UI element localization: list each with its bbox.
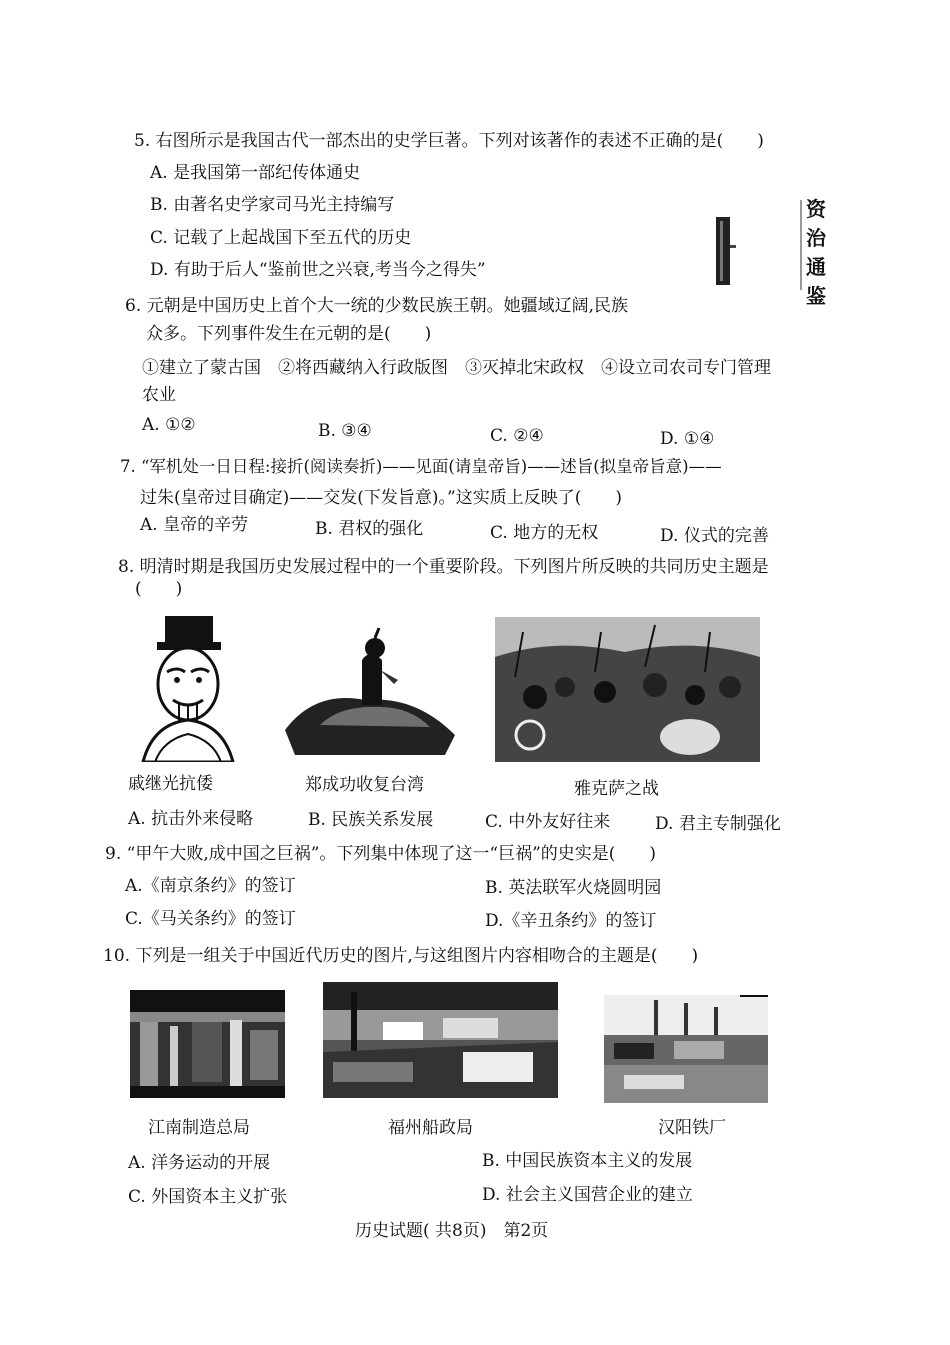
book-spine-image xyxy=(712,215,738,287)
q7-stem-line1: 7. “军机处一日日程:接折(阅读奏折)——见面(请皇帝旨)——述旨(拟皇帝旨意)—— xyxy=(120,457,722,476)
book-title-vertical: 资治通鉴 xyxy=(806,197,826,308)
q6-option-b: B. ③④ xyxy=(318,421,372,441)
q7-option-a: A. 皇帝的辛劳 xyxy=(140,515,249,535)
q10-option-d: D. 社会主义国营企业的建立 xyxy=(482,1185,693,1205)
q5-option-d: D. 有助于后人“鉴前世之兴衰,考当今之得失” xyxy=(150,260,486,280)
q6-events-line1: ①建立了蒙古国 ②将西藏纳入行政版图 ③灭掉北宋政权 ④设立司农司专门管理 xyxy=(142,358,771,378)
q5-option-b: B. 由著名史学家司马光主持编写 xyxy=(150,195,395,215)
q10-caption-2: 福州船政局 xyxy=(388,1118,473,1138)
jiangnan-arsenal-image xyxy=(130,990,285,1098)
q8-option-d: D. 君主专制强化 xyxy=(655,814,781,834)
book-title-border xyxy=(800,200,802,290)
q6-option-d: D. ①④ xyxy=(660,429,715,449)
q7-option-c: C. 地方的无权 xyxy=(490,523,599,543)
q10-caption-3: 汉阳铁厂 xyxy=(658,1118,726,1138)
q6-events-line2: 农业 xyxy=(142,385,176,405)
q10-option-a: A. 洋务运动的开展 xyxy=(128,1153,271,1173)
q10-stem: 10. 下列是一组关于中国近代历史的图片,与这组图片内容相吻合的主题是( ) xyxy=(103,946,699,966)
q6-stem-line2: 众多。下列事件发生在元朝的是( ) xyxy=(146,324,432,344)
q8-caption-1: 戚继光抗倭 xyxy=(128,774,213,794)
q9-stem: 9. “甲午大败,成中国之巨祸”。下列集中体现了这一“巨祸”的史实是( ) xyxy=(105,844,657,864)
q8-option-b: B. 民族关系发展 xyxy=(308,810,434,830)
q6-stem-line1: 6. 元朝是中国历史上首个大一统的少数民族王朝。她疆域辽阔,民族 xyxy=(125,296,629,316)
yakesa-battle-image xyxy=(495,617,760,762)
q5-option-a: A. 是我国第一部纪传体通史 xyxy=(150,163,361,183)
image-corner-mark xyxy=(740,995,768,997)
qi-jiguang-portrait-image xyxy=(135,612,240,762)
zheng-chenggong-statue-image xyxy=(280,620,460,760)
q9-option-d: D.《辛丑条约》的签订 xyxy=(485,911,657,931)
page-footer: 历史试题( 共8页) 第2页 xyxy=(355,1221,549,1241)
q8-option-a: A. 抗击外来侵略 xyxy=(128,809,254,829)
q9-option-a: A.《南京条约》的签订 xyxy=(125,876,296,896)
q8-option-c: C. 中外友好往来 xyxy=(485,812,611,832)
q5-option-c: C. 记载了上起战国下至五代的历史 xyxy=(150,228,412,248)
q10-option-c: C. 外国资本主义扩张 xyxy=(128,1187,288,1207)
q10-option-b: B. 中国民族资本主义的发展 xyxy=(482,1151,693,1171)
fuzhou-shipyard-image xyxy=(323,982,558,1098)
q8-stem-line1: 8. 明清时期是我国历史发展过程中的一个重要阶段。下列图片所反映的共同历史主题是 xyxy=(118,557,769,577)
q7-option-d: D. 仪式的完善 xyxy=(660,526,769,546)
q5-stem: 5. 右图所示是我国古代一部杰出的史学巨著。下列对该著作的表述不正确的是( ) xyxy=(134,131,764,151)
q8-stem-line2: ( ) xyxy=(135,579,183,599)
q9-option-c: C.《马关条约》的签订 xyxy=(125,909,296,929)
q7-option-b: B. 君权的强化 xyxy=(315,519,424,539)
q6-option-a: A. ①② xyxy=(142,415,196,435)
q9-option-b: B. 英法联军火烧圆明园 xyxy=(485,878,662,898)
q8-caption-2: 郑成功收复台湾 xyxy=(305,775,424,795)
q8-caption-3: 雅克萨之战 xyxy=(574,779,659,799)
q10-caption-1: 江南制造总局 xyxy=(148,1118,250,1138)
q6-option-c: C. ②④ xyxy=(490,426,544,446)
hanyang-iron-works-image xyxy=(604,995,768,1103)
q7-stem-line2: 过朱(皇帝过目确定)——交发(下发旨意)。”这实质上反映了( ) xyxy=(140,488,622,508)
